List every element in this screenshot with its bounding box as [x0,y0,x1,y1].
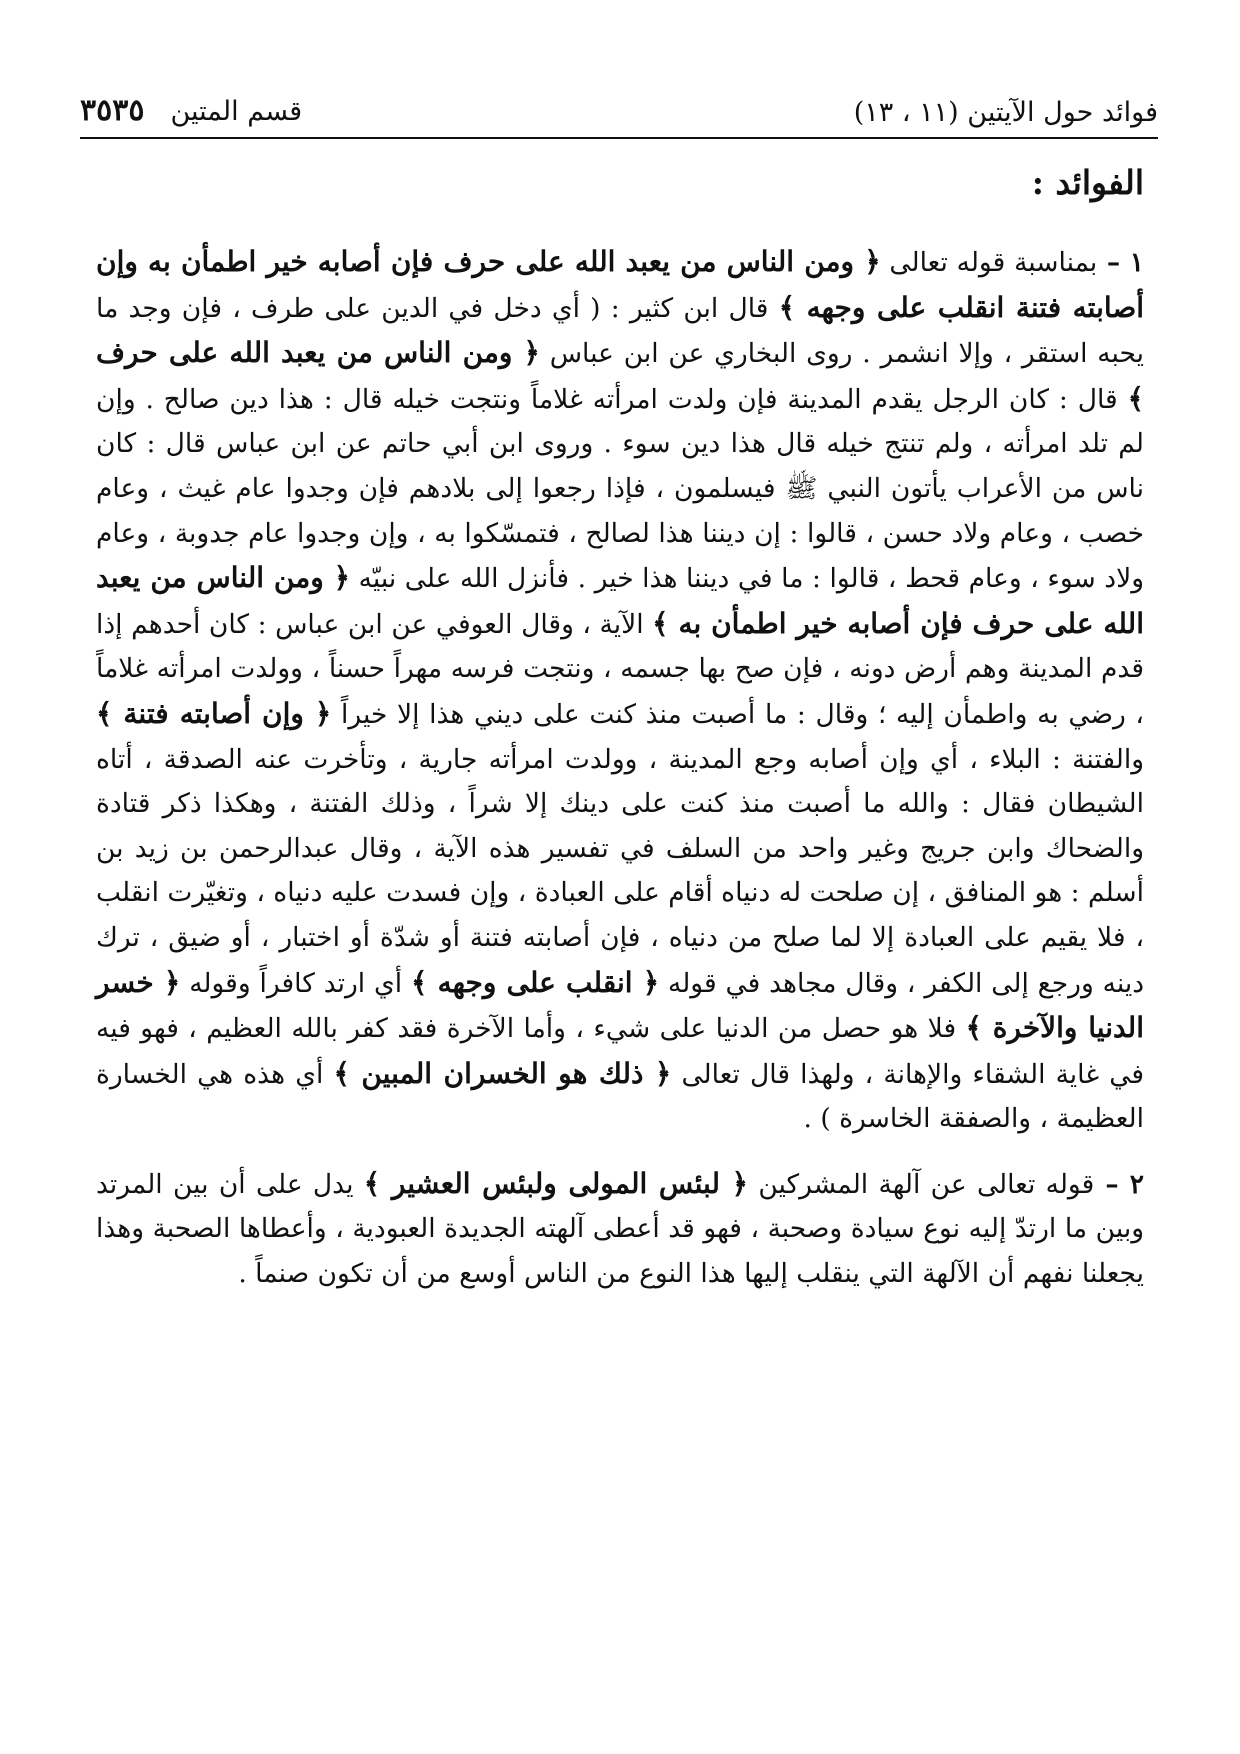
text-run: الآية ، وقال العوفي عن ابن عباس : كان أحدهم إذا قدم المدينة وهم أرض دونه ، فإن صح بها جسمه ، ونتجت فرسه مهراً حسناً ، وولدت امرأته غلاماً ، رضي به واطمأن إليه ؛ وقال : ما أصبت منذ كنت على ديني هذا إلا خيراً [96,608,1144,730]
quran-verse: ﴿ انقلب على وجهه ﴾ [411,965,660,999]
text-run: قال : كان الرجل يقدم المدينة فإن ولدت امرأته غلاماً ونتجت خيله قال : هذا دين صالح . وإن لم تلد امرأته ، ولم تنتج خيله قال هذا دين سوء . وروى ابن أبي حاتم عن ابن عباس قال : كان ناس من الأعراب يأتون النبي ﷺ فيسلمون ، فإذا رجعوا إلى بلادهم فإن وجدوا عام غيث ، وعام خصب ، وعام ولاد حسن ، قالوا : إن ديننا هذا لصالح ، فتمسّكوا به ، وإن وجدوا عام جدوبة ، وعام ولاد سوء ، وعام قحط ، قالوا : ما في ديننا هذا خير . فأنزل الله على نبيّه [96,383,1144,595]
paragraph-1 [96,240,1144,1142]
text-run: أي ارتد كافراً وقوله [180,967,411,999]
text-run: فلا هو حصل من الدنيا على شيء ، وأما الآخرة فقد كفر بالله العظيم ، فهو فيه في غاية الشقاء والإهانة ، ولهذا قال تعالى [96,1013,1144,1090]
chapter-title: فوائد حول الآيتين (١١ ، ١٣) [853,97,1158,128]
quran-verse: ﴿ ومن الناس من يعبد الله على حرف فإن أصابه خير اطمأن به وإن أصابته فتنة انقلب على وجهه ﴾ [96,245,1145,324]
header-rule [80,137,1158,139]
quran-verse: ﴿ ومن الناس من يعبد الله على حرف ﴾ [96,336,1144,415]
text-run: يدل على أن بين المرتد وبين ما ارتدّ إليه نوع سيادة وصحبة ، فهو قد أعطى آلهته الجديدة العبودية ، وأعطاها الصحبة وهذا يجعلنا نفهم أن الآلهة التي ينقلب إليها هذا النوع من الناس أوسع من أن تكون صنماً . [96,1168,1144,1290]
body-text [96,240,1144,1297]
quran-verse: ﴿ ومن الناس من يعبد الله على حرف فإن أصابه خير اطمأن به ﴾ [96,561,1144,640]
paragraph-number: ٢ – [1094,1168,1144,1200]
section-name: قسم المتين [170,96,303,127]
text-run: بمناسبة قوله تعالى [880,247,1098,278]
text-run: قوله تعالى عن آلهة المشركين [748,1168,1095,1200]
section-title: الفوائد : [1031,163,1144,202]
text-run: والفتنة : البلاء ، أي وإن أصابه وجع المدينة ، وولدت امرأته جارية ، وتأخرت عنه الصدقة ، أتاه الشيطان فقال : والله ما أصبت منذ كنت على دينك إلا شراً ، وذلك الفتنة ، وهكذا ذكر قتادة والضحاك وابن جريج وغير واحد من السلف في تفسير هذه الآية ، وقال عبدالرحمن بن زيد بن أسلم : هو المنافق ، إن صلحت له دنياه أقام على العبادة ، وإن فسدت عليه دنياه ، وتغيّرت انقلب ، فلا يقيم على العبادة إلا لما صلح من دنياه ، فإن أصابته فتنة أو شدّة أو اختبار ، أو ضيق ، ترك دينه ورجع إلى الكفر ، وقال مجاهد في قوله [96,743,1145,999]
page-number: ٣٥٣٥ [80,93,145,128]
quran-verse: ﴿ وإن أصابته فتنة ﴾ [96,696,332,730]
quran-verse: ﴿ ذلك هو الخسران المبين ﴾ [333,1056,672,1090]
text-run: قال ابن كثير : ( أي دخل في الدين على طرف ، فإن وجد ما يحبه استقر ، وإلا انشمر . روى البخاري عن ابن عباس [96,292,1144,370]
running-header [80,88,1158,128]
quran-verse: ﴿ لبئس المولى ولبئس العشير ﴾ [363,1166,749,1200]
header-left-group [80,93,302,128]
quran-verse: ﴿ خسر الدنيا والآخرة ﴾ [96,965,1144,1045]
paragraph-number: ١ – [1097,247,1145,278]
text-run: أي هذه هي الخسارة العظيمة ، والصفقة الخاسرة ) . [96,1058,1144,1135]
paragraph-2 [96,1162,1144,1297]
